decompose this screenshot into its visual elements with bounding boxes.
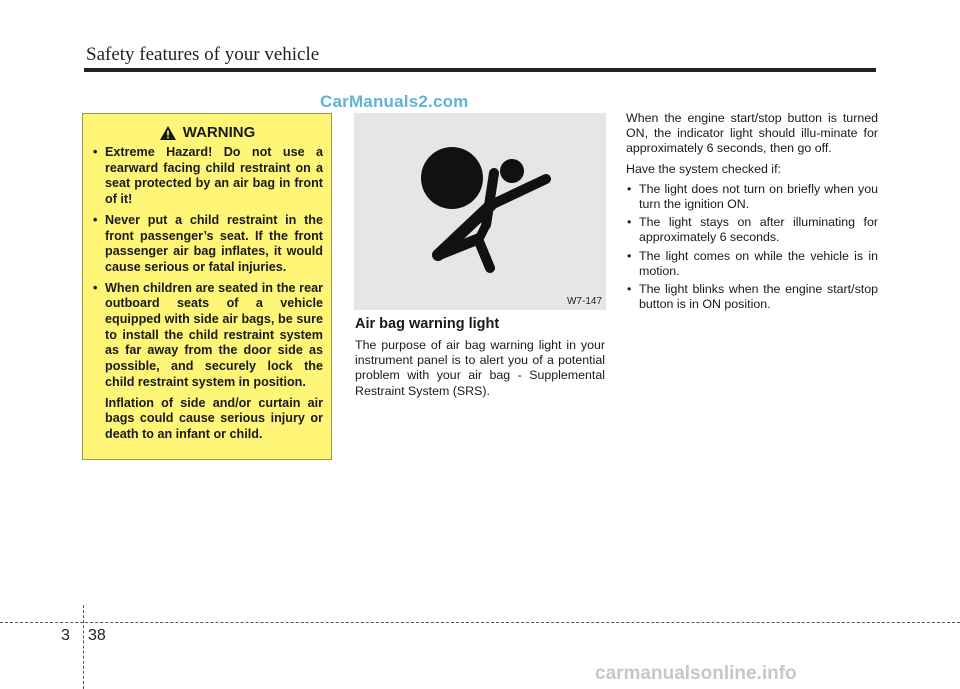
warning-extra-text: Inflation of side and/or curtain air bags could cause serious injury or death to an infant or child. xyxy=(105,395,323,441)
right-paragraph-2: Have the system checked if: xyxy=(626,161,781,176)
check-list-item: • The light blinks when the engine start/stop button is in ON position. xyxy=(626,282,878,312)
figure-code: W7-147 xyxy=(566,296,602,307)
warning-triangle-icon xyxy=(159,125,177,141)
warning-title: WARNING xyxy=(182,124,256,141)
airbag-figure xyxy=(354,113,606,310)
section-heading: Air bag warning light xyxy=(355,316,500,332)
page-number: 38 xyxy=(88,627,106,644)
warning-box xyxy=(82,113,332,460)
header-rule xyxy=(84,68,876,72)
page-header-title: Safety features of your vehicle xyxy=(86,44,320,65)
check-list-item: • The light comes on while the vehicle is in motion. xyxy=(626,249,878,279)
check-list xyxy=(626,182,878,313)
footer-rule xyxy=(0,622,960,623)
warning-item: • Extreme Hazard! Do not use a rearward facing child restraint on a seat protected by an air bag in front of it! xyxy=(91,145,323,208)
footer-divider xyxy=(83,605,84,689)
section-body: The purpose of air bag warning light in your instrument panel is to alert you of a potential problem with your air bag - Supplemental Restraint System (SRS). xyxy=(355,338,605,398)
airbag-warning-icon xyxy=(354,113,606,310)
warning-header xyxy=(91,124,323,141)
watermark-bottom: carmanualsonline.info xyxy=(595,663,797,684)
check-list-item: • The light does not turn on briefly when you turn the ignition ON. xyxy=(626,182,878,212)
warning-list xyxy=(91,145,323,391)
watermark-top: CarManuals2.com xyxy=(320,92,469,111)
chapter-number: 3 xyxy=(61,627,70,644)
right-column xyxy=(626,111,878,315)
warning-item: • Never put a child restraint in the front passenger’s seat. If the front passenger air bag inflates, it would cause serious or fatal injuries. xyxy=(91,213,323,276)
right-paragraph-1: When the engine start/stop button is turned ON, the indicator light should illu-minate for approximately 6 seconds, then go off. xyxy=(626,111,878,156)
check-list-item: • The light stays on after illuminating for approximately 6 seconds. xyxy=(626,215,878,245)
warning-item: • When children are seated in the rear outboard seats of a vehicle equipped with side air bags, be sure to install the child restraint system as far away from the door side as possible, and securely lock the child restraint system in position. xyxy=(91,281,323,391)
